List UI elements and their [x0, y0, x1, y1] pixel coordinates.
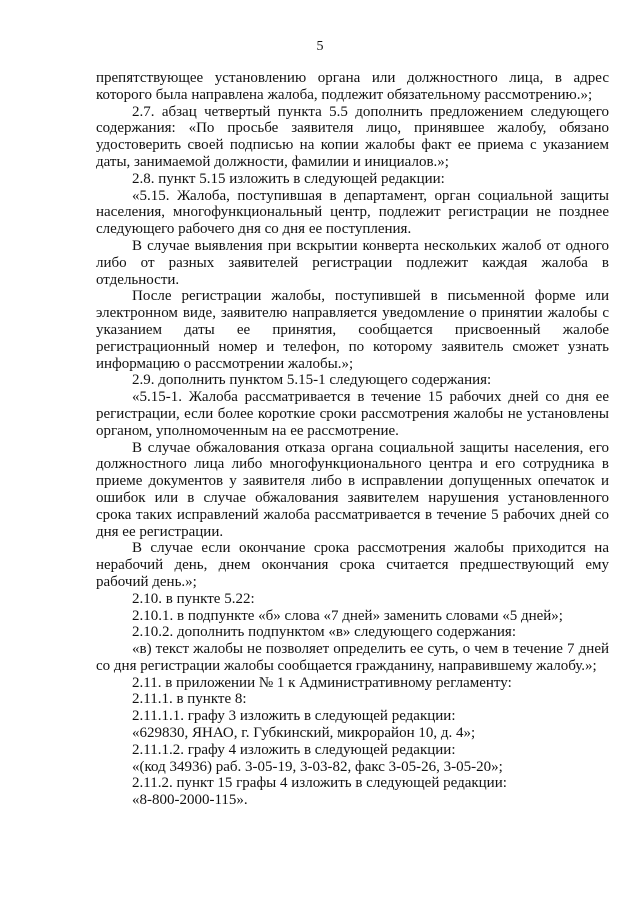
paragraph: 2.11.1. в пункте 8: — [132, 691, 247, 708]
paragraph: «5.15-1. Жалоба рассматривается в течение 15 рабочих дней со дня ее регистрации, если более короткие сроки рассмотрения жалобы не установлены органом, уполномоченным на ее рассмотрение. — [96, 389, 609, 439]
paragraph: После регистрации жалобы, поступившей в письменной форме или электронном виде, заявителю направляется уведомление о принятии жалобы с указанием даты ее принятия, сообщается присвоенный жалобе регистрационный номер и телефон, по которому заявитель сможет узнать информацию о рассмотрении жалобы.»; — [96, 288, 609, 372]
paragraph: 2.7. абзац четвертый пункта 5.5 дополнить предложением следующего содержания: «По просьбе заявителя лицо, принявшее жалобу, обязано удостоверить своей подписью на копии жалобы факт ее приема с указанием даты, занимаемой должности, фамилии и инициалов.»; — [96, 103, 609, 170]
paragraph: 2.11.1.1. графу 3 изложить в следующей редакции: — [132, 708, 456, 725]
paragraph: 2.10. в пункте 5.22: — [132, 590, 255, 607]
paragraph: «629830, ЯНАО, г. Губкинский, микрорайон 10, д. 4»; — [132, 725, 476, 742]
page-number: 5 — [316, 39, 324, 54]
paragraph: 2.11.2. пункт 15 графы 4 изложить в следующей редакции: — [132, 775, 507, 792]
paragraph: В случае обжалования отказа органа социальной защиты населения, его должностного лица либо многофункционального центра и его сотрудника в приеме документов у заявителя либо в исправлении допущенных опечаток и ошибок или в случае обжалования заявителем нарушения установленного срока таких исправлений жалоба рассматривается в течение 5 рабочих дней со дня ее регистрации. — [96, 439, 609, 540]
paragraph: препятствующее установлению органа или должностного лица, в адрес которого была направлена жалоба, подлежит обязательному рассмотрению.»; — [96, 70, 609, 103]
paragraph: В случае если окончание срока рассмотрения жалобы приходится на нерабочий день, днем окончания срока считается предшествующий ему рабочий день.»; — [96, 540, 609, 590]
paragraph: «8-800-2000-115». — [132, 792, 248, 809]
paragraph: «(код 34936) раб. 3-05-19, 3-03-82, факс 3-05-26, 3-05-20»; — [132, 758, 503, 775]
paragraph: 2.9. дополнить пунктом 5.15-1 следующего содержания: — [132, 372, 492, 389]
paragraph: 2.11. в приложении № 1 к Административному регламенту: — [132, 674, 512, 691]
paragraph: 2.11.1.2. графу 4 изложить в следующей редакции: — [132, 741, 456, 758]
paragraph: 2.10.1. в подпункте «б» слова «7 дней» заменить словами «5 дней»; — [132, 607, 563, 624]
paragraph: 2.10.2. дополнить подпунктом «в» следующего содержания: — [132, 624, 517, 641]
paragraph: 2.8. пункт 5.15 изложить в следующей редакции: — [132, 170, 445, 187]
paragraph: «5.15. Жалоба, поступившая в департамент, орган социальной защиты населения, многофункциональный центр, подлежит регистрации не позднее следующего рабочего дня со дня ее поступления. — [96, 187, 609, 238]
paragraph: «в) текст жалобы не позволяет определить ее суть, о чем в течение 7 дней со дня регистрации жалобы сообщается гражданину, направившему жалобу.»; — [96, 641, 609, 674]
document-body — [96, 70, 609, 809]
paragraph: В случае выявления при вскрытии конверта нескольких жалоб от одного либо от разных заявителей регистрации подлежит каждая жалоба в отдельности. — [96, 237, 609, 288]
